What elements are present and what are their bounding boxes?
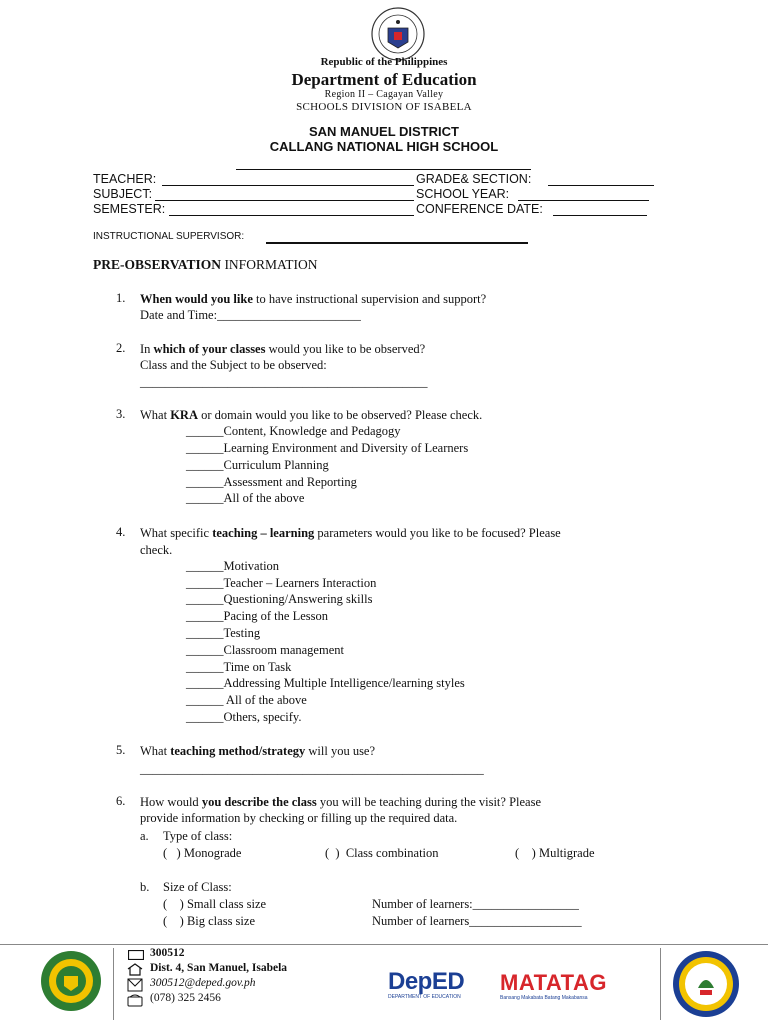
- footer-rule: [0, 944, 768, 945]
- school-year-field[interactable]: [518, 200, 649, 201]
- header-department: Department of Education: [291, 70, 477, 89]
- footer-zip: 300512: [150, 947, 185, 959]
- header-division: SCHOOLS DIVISION OF ISABELA: [296, 101, 472, 113]
- q1-number: 1.: [116, 291, 126, 305]
- q6-text: How would you describe the class you will be teaching during the visit? Please: [140, 795, 542, 809]
- q3-option[interactable]: ______All of the above: [186, 491, 305, 505]
- q4-option[interactable]: ______Testing: [186, 626, 261, 640]
- grade-section-label: GRADE& SECTION:: [416, 172, 535, 186]
- footer-address: Dist. 4, San Manuel, Isabela: [150, 962, 288, 974]
- q6b-option-big[interactable]: ( ) Big class size: [163, 914, 255, 928]
- q4-option[interactable]: ______Pacing of the Lesson: [186, 609, 328, 623]
- q4-text-cont: check.: [140, 543, 173, 557]
- q6-text-cont: provide information by checking or filling up the required data.: [140, 811, 458, 825]
- q3-text: What KRA or domain would you like to be observed? Please check.: [140, 408, 483, 422]
- q6b-learners-small[interactable]: Number of learners:_________________: [372, 897, 579, 911]
- q6b-learners-big[interactable]: Number of learners__________________: [372, 914, 582, 928]
- q1-date-time[interactable]: Date and Time:_______________________: [140, 308, 361, 322]
- q6a-text: Type of class:: [163, 829, 233, 843]
- deped-logo: DepED DEPARTMENT OF EDUCATION: [388, 968, 465, 1000]
- q3-option[interactable]: ______Curriculum Planning: [186, 458, 329, 472]
- q5-answer-line[interactable]: _______________________________________________________: [140, 762, 484, 776]
- section-title: PRE-OBSERVATION INFORMATION: [93, 257, 318, 272]
- q4-option[interactable]: ______Others, specify.: [186, 710, 302, 724]
- q5-number: 5.: [116, 743, 126, 757]
- q4-option[interactable]: ______Motivation: [186, 559, 280, 573]
- footer-phone: (078) 325 2456: [150, 992, 221, 1004]
- q4-number: 4.: [116, 525, 126, 539]
- header-republic: Republic of the Philippines: [320, 56, 448, 68]
- conference-date-field[interactable]: [553, 215, 647, 216]
- q1-text: When would you like to have instructional supervision and support?: [140, 292, 487, 306]
- grade-section-field[interactable]: [548, 185, 654, 186]
- q6b-label: b.: [140, 880, 150, 894]
- q2-text: In which of your classes would you like to be observed?: [140, 342, 426, 356]
- q2-answer-line[interactable]: ______________________________________________: [140, 375, 428, 389]
- q4-option[interactable]: ______Time on Task: [186, 660, 292, 674]
- semester-field[interactable]: [169, 215, 414, 216]
- matatag-logo: MATATAG Bansang Makabata Batang Makabansa: [500, 970, 607, 1001]
- school-seal-icon: [672, 950, 740, 1018]
- q6a-label: a.: [140, 829, 149, 843]
- header-region: Region II – Cagayan Valley: [324, 89, 444, 100]
- semester-label: SEMESTER:: [93, 202, 166, 216]
- q4-text: What specific teaching – learning parameters would you like to be focused? Please: [140, 526, 561, 540]
- header-school: CALLANG NATIONAL HIGH SCHOOL: [269, 139, 499, 154]
- subject-label: SUBJECT:: [93, 187, 153, 201]
- header-district: SAN MANUEL DISTRICT: [309, 124, 459, 139]
- footer-email[interactable]: 300512@deped.gov.ph: [150, 977, 256, 989]
- q2-number: 2.: [116, 341, 126, 355]
- deped-seal-icon: [368, 6, 428, 62]
- q6a-option-combination[interactable]: ( ) Class combination: [325, 846, 439, 860]
- q4-option[interactable]: ______ All of the above: [186, 693, 307, 707]
- q4-option[interactable]: ______Questioning/Answering skills: [186, 592, 373, 606]
- q3-option[interactable]: ______Content, Knowledge and Pedagogy: [186, 424, 401, 438]
- subject-field[interactable]: [155, 200, 414, 201]
- mailbox-icon: [128, 950, 144, 960]
- q6b-text: Size of Class:: [163, 880, 232, 894]
- q6b-option-small[interactable]: ( ) Small class size: [163, 897, 267, 911]
- q4-option[interactable]: ______Classroom management: [186, 643, 344, 657]
- teacher-field[interactable]: [162, 185, 414, 186]
- mail-icon: [127, 978, 143, 992]
- q6a-option-monograde[interactable]: ( ) Monograde: [163, 846, 242, 860]
- q4-option[interactable]: ______Addressing Multiple Intelligence/learning styles: [186, 676, 465, 690]
- footer-divider: [113, 948, 114, 1020]
- q3-option[interactable]: ______Assessment and Reporting: [186, 475, 357, 489]
- teacher-label: TEACHER:: [93, 172, 160, 186]
- deped-division-seal-icon: [40, 950, 102, 1012]
- home-icon: [127, 963, 143, 976]
- conference-date-label: CONFERENCE DATE:: [416, 202, 543, 216]
- supervisor-label: INSTRUCTIONAL SUPERVISOR:: [93, 231, 247, 242]
- q6-number: 6.: [116, 794, 126, 808]
- phone-icon: [127, 993, 143, 1007]
- school-year-label: SCHOOL YEAR:: [416, 187, 513, 201]
- q4-option[interactable]: ______Teacher – Learners Interaction: [186, 576, 377, 590]
- q3-number: 3.: [116, 407, 126, 421]
- supervisor-field[interactable]: [266, 242, 528, 244]
- q2-sub: Class and the Subject to be observed:: [140, 358, 327, 372]
- q5-text: What teaching method/strategy will you use?: [140, 744, 376, 758]
- footer-divider: [660, 948, 661, 1020]
- q3-option[interactable]: ______Learning Environment and Diversity of Learners: [186, 441, 469, 455]
- q6a-option-multigrade[interactable]: ( ) Multigrade: [515, 846, 595, 860]
- header-blank-line: [236, 169, 531, 170]
